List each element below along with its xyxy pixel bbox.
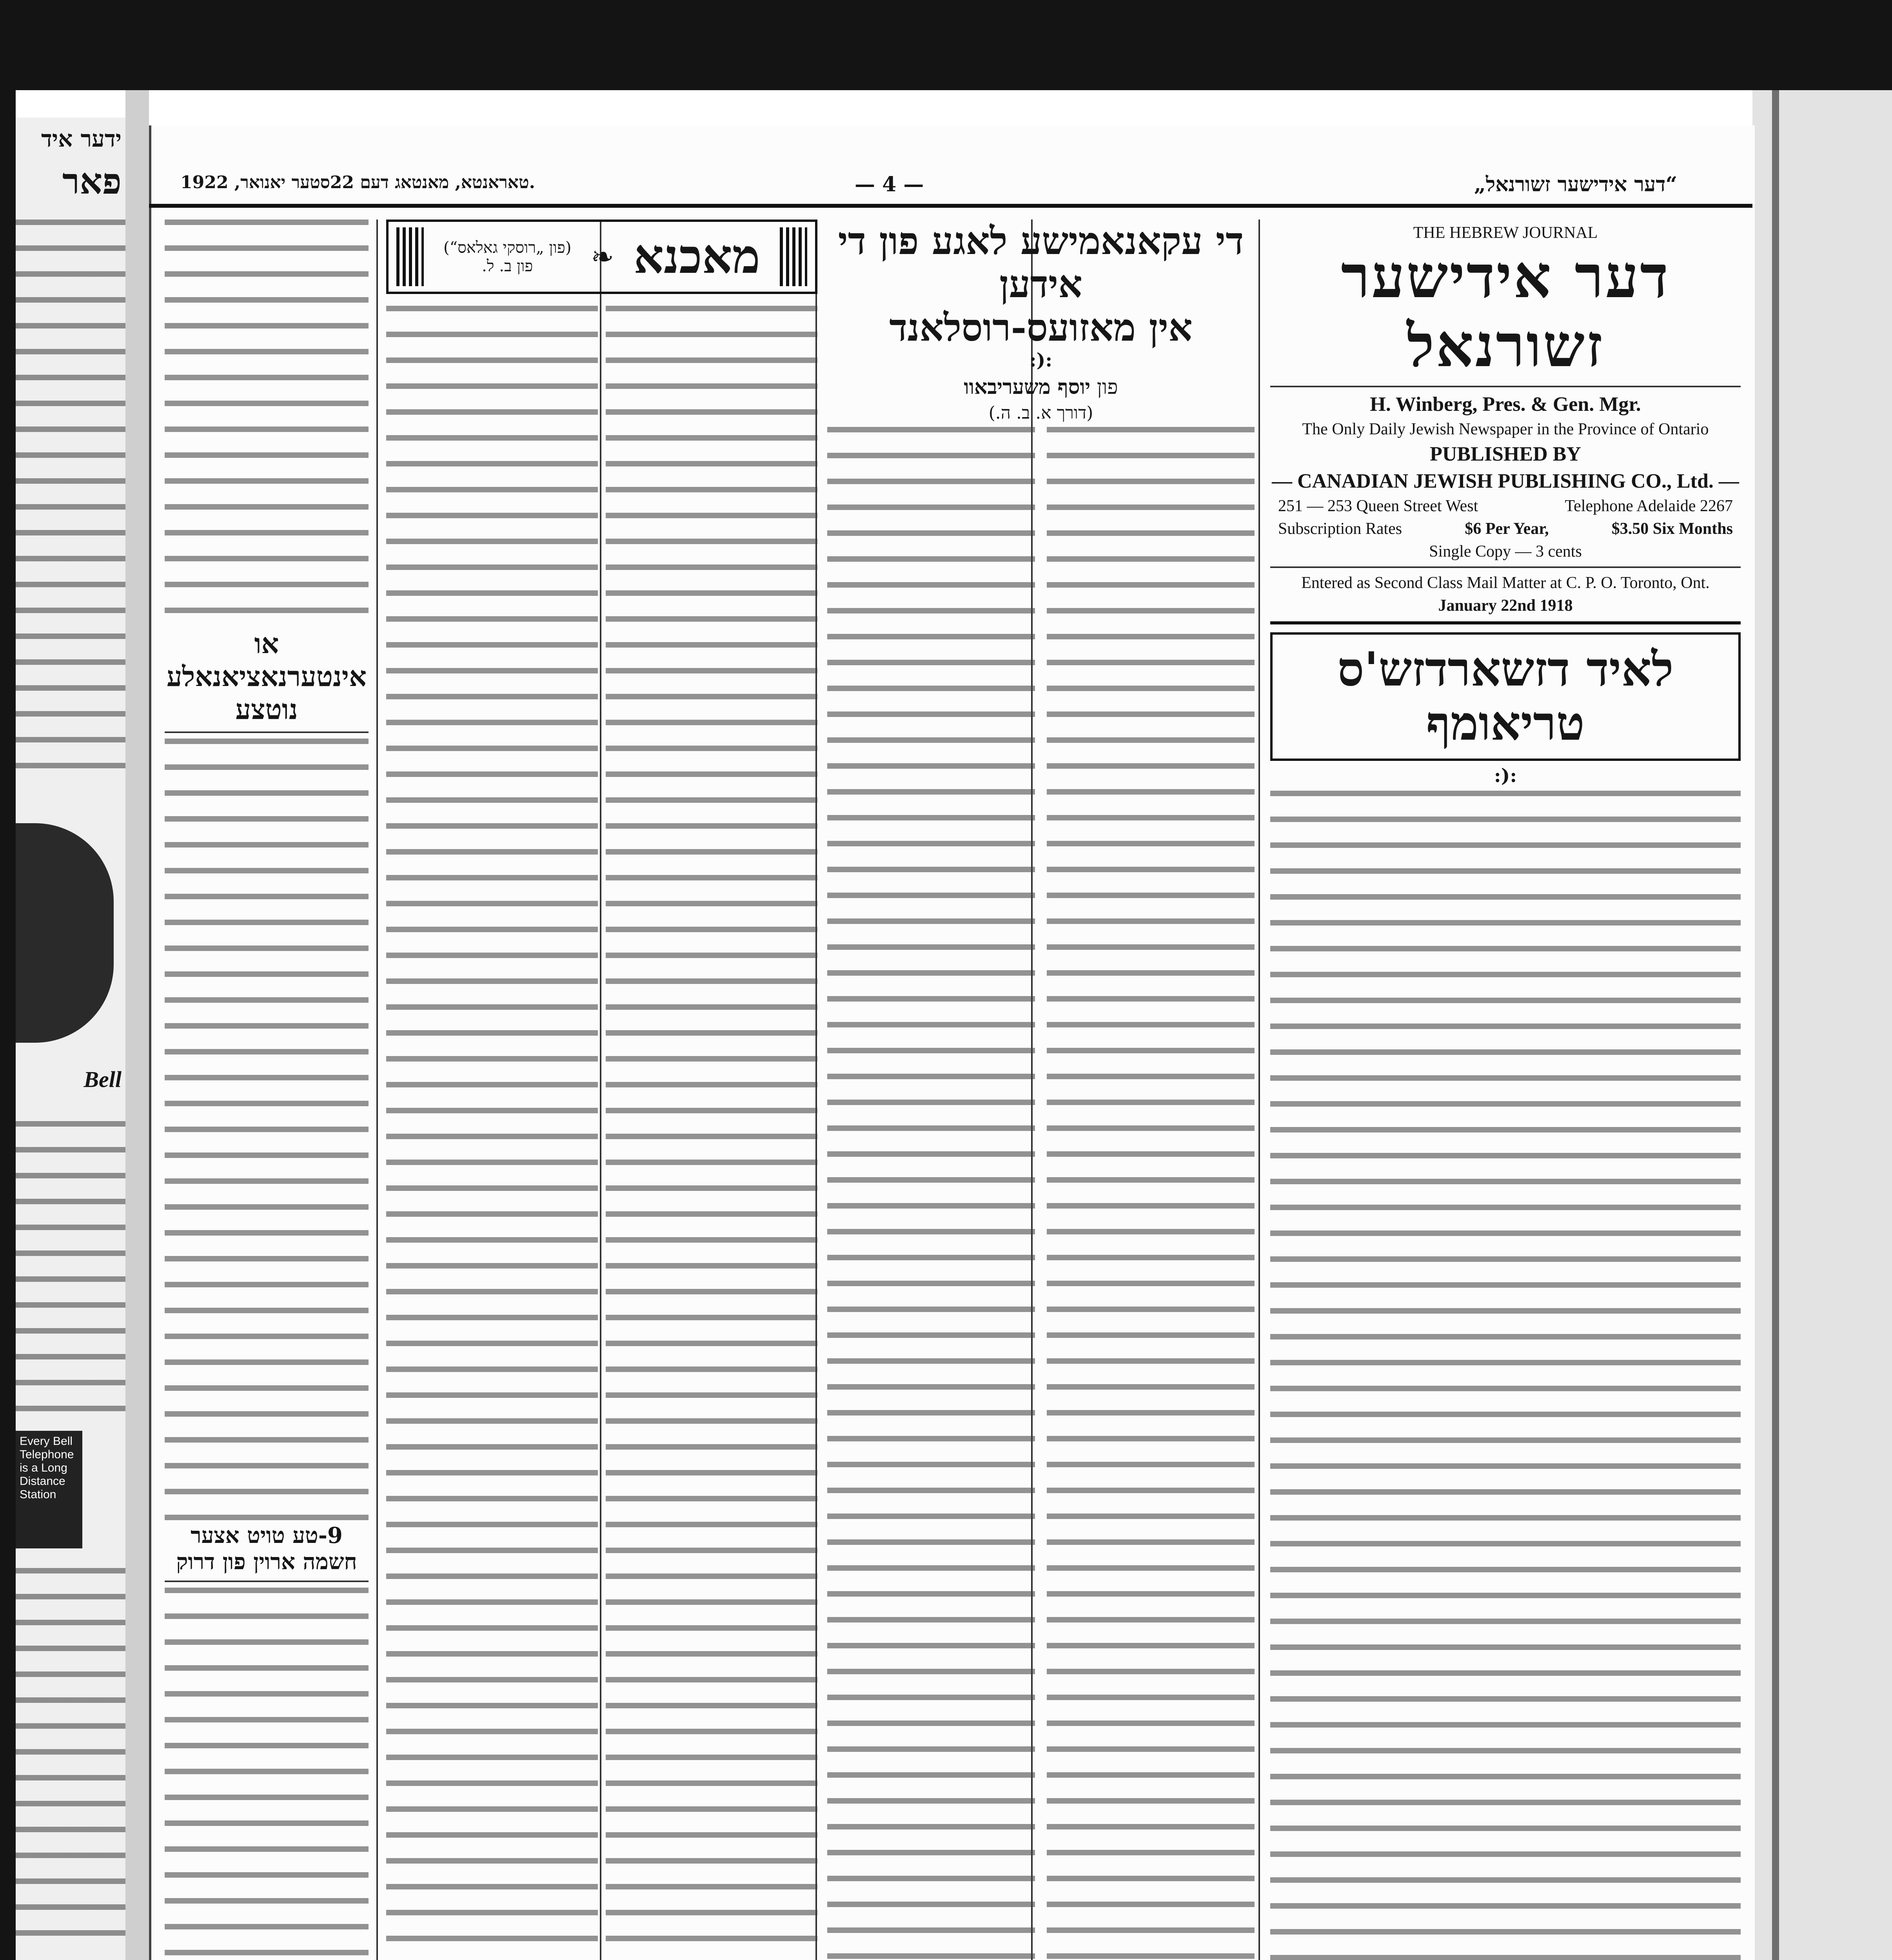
previous-page-text-block (16, 220, 125, 788)
brief-1-text (165, 739, 369, 1523)
masthead-address: 251 — 253 Queen Street West (1278, 497, 1478, 515)
makhno-text-right (606, 306, 817, 1960)
previous-page-sliver (16, 118, 125, 1960)
mail-registration: Entered as Second Class Mail Matter at C. P. O. Toronto, Ont. (1301, 574, 1710, 592)
article-makhno-column (386, 220, 817, 1960)
article-economic-divider: :(: (1029, 349, 1053, 372)
article-economic-text-right (1047, 427, 1255, 1960)
masthead-rule (1270, 386, 1741, 387)
previous-page-title-fragment-2: פאר (62, 161, 122, 202)
article-economic-byline (827, 375, 1255, 399)
brief-rule (165, 731, 369, 733)
previous-page-ad-text (16, 1121, 125, 1419)
briefs-top-body (165, 220, 369, 627)
article-economic-text-left (827, 427, 1035, 1960)
brief-headline-1b: נוטצע (235, 693, 298, 726)
masthead-tagline: The Only Daily Jewish Newspaper in the Province of Ontario (1302, 420, 1709, 438)
masthead-column (1270, 220, 1741, 1960)
brief-headline-2: 9-טע טויט אצער חשמה ארוין פון דרוק (176, 1523, 357, 1575)
scan-border-top (0, 0, 1892, 90)
column-rule (1258, 220, 1260, 1960)
masthead-published-by: PUBLISHED BY (1430, 443, 1581, 465)
brief-2-body (165, 1588, 369, 1960)
briefs-top-text (165, 220, 369, 627)
masthead-company: — CANADIAN JEWISH PUBLISHING CO., Ltd. — (1272, 470, 1739, 492)
masthead-bottom-rule (1270, 621, 1741, 624)
page-number: — 4 — (855, 172, 924, 196)
brief-2-text (165, 1588, 369, 1960)
masthead-caption: THE HEBREW JOURNAL (1413, 224, 1598, 242)
header-rule (149, 204, 1752, 208)
masthead-date: January 22nd 1918 (1438, 597, 1573, 615)
makhno-author: פון ב. ל. (482, 257, 533, 275)
brief-rule (165, 1581, 369, 1582)
single-copy-price: Single Copy — 3 cents (1429, 543, 1582, 561)
ornament-icon (396, 227, 424, 286)
article-economic-body (827, 427, 1255, 1960)
brief-headline-1a: או אינטערנאציאנאלע (166, 627, 367, 693)
brief-1-body (165, 739, 369, 1523)
article-economic-column (827, 220, 1255, 1960)
running-head-title: „דער אידישער זשורנאל“ (1474, 172, 1678, 196)
scan-border-left (0, 0, 16, 1960)
bell-ad-logo: Bell (84, 1067, 122, 1092)
ornament-icon (780, 227, 807, 286)
editorial-divider: :(: (1494, 765, 1517, 787)
bell-ad-box: Every Bell Telephone is a Long Distance Station (16, 1431, 82, 1548)
makhno-headline: מאכנא (634, 229, 760, 284)
byline-author: יוסף משעריבאוו (964, 375, 1091, 399)
article-economic-headline-2: אין מאזועס-רוסלאנד (889, 305, 1193, 350)
running-head-date: טאראנטא, מאנטאג דעם 22סטער יאנואר, 1922. (180, 172, 535, 192)
masthead-rule (1270, 566, 1741, 568)
subscription-rate-six: $3.50 Six Months (1611, 520, 1733, 538)
masthead-manager: H. Winberg, Pres. & Gen. Mgr. (1370, 393, 1641, 416)
column-rule (376, 220, 378, 1960)
editorial-headline-box (1270, 632, 1741, 761)
article-economic-headline-1: די עקאנאמישע לאגע פון די אידען (838, 220, 1244, 307)
editorial-text (1270, 791, 1741, 1960)
masthead-title: דער אידישער זשורנאל (1341, 242, 1670, 380)
makhno-source: (פון „רוסקי גאלאס“) (443, 239, 572, 257)
masthead-telephone: Telephone Adelaide 2267 (1565, 497, 1733, 515)
flourish-icon: ❧ (591, 241, 614, 273)
makhno-body (386, 294, 817, 1960)
portrait-image (16, 823, 114, 1043)
subscription-label: Subscription Rates (1278, 520, 1402, 538)
briefs-column (165, 220, 369, 1960)
page-edge-line (1772, 90, 1779, 1960)
page-gutter (125, 90, 149, 1960)
makhno-headline-box (386, 220, 817, 294)
article-economic-dateline: (דורך א. ב. ה.) (988, 403, 1093, 423)
editorial-body (1270, 791, 1741, 1960)
previous-page-text-block-2 (16, 1568, 125, 1940)
byline-prefix: פון (1097, 376, 1118, 399)
previous-page-title-fragment: ידער איד (41, 125, 122, 152)
makhno-text-left (386, 306, 598, 1960)
subscription-rate-year: $6 Per Year, (1465, 520, 1549, 538)
editorial-headline: לאיד דזשארדזש'ס טריאומף (1337, 642, 1674, 751)
